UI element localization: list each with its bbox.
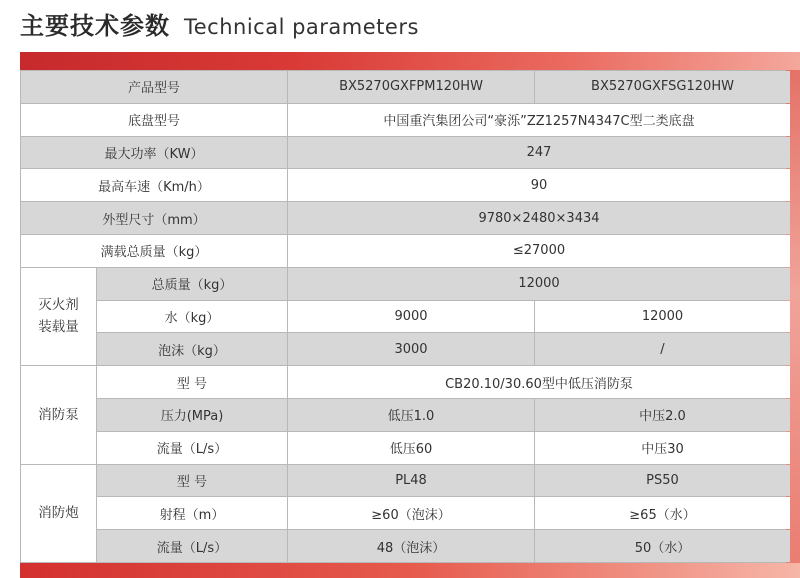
agent-water-value-2: 12000 (535, 301, 790, 333)
heading-english: Technical parameters (184, 15, 419, 39)
heading-chinese: 主要技术参数 (20, 12, 170, 40)
agent-total-value: 12000 (288, 268, 790, 300)
page-heading (20, 6, 419, 40)
power-value: 247 (288, 137, 790, 169)
agent-foam-value-1: 3000 (288, 333, 534, 365)
pump-type-label: 型 号 (97, 366, 287, 398)
cannon-type-value-2: PS50 (535, 465, 790, 497)
pump-pressure-value-1: 低压1.0 (288, 399, 534, 431)
pump-flow-label: 流量（L/s） (97, 432, 287, 464)
cannon-group-label: 消防炮 (21, 465, 96, 562)
size-label: 外型尺寸（mm） (21, 202, 287, 234)
cannon-type-label: 型 号 (97, 465, 287, 497)
bottom-red-band (20, 563, 800, 578)
mass-value: ≤27000 (288, 235, 790, 267)
chassis-value: 中国重汽集团公司“豪泺”ZZ1257N4347C型二类底盘 (288, 104, 790, 136)
agent-total-label: 总质量（kg） (97, 268, 287, 300)
pump-flow-value-1: 低压60 (288, 432, 534, 464)
pump-pressure-value-2: 中压2.0 (535, 399, 790, 431)
parameters-table (20, 70, 786, 563)
size-value: 9780×2480×3434 (288, 202, 790, 234)
model-value-2: BX5270GXFSG120HW (535, 71, 790, 103)
agent-water-value-1: 9000 (288, 301, 534, 333)
chassis-label: 底盘型号 (21, 104, 287, 136)
cannon-range-label: 射程（m） (97, 497, 287, 529)
pump-pressure-label: 压力(MPa) (97, 399, 287, 431)
agent-foam-label: 泡沫（kg） (97, 333, 287, 365)
agent-water-label: 水（kg） (97, 301, 287, 333)
cannon-range-value-1: ≥60（泡沫） (288, 497, 534, 529)
speed-label: 最高车速（Km/h） (21, 169, 287, 201)
cannon-flow-value-1: 48（泡沫） (288, 530, 534, 562)
mass-label: 满载总质量（kg） (21, 235, 287, 267)
model-label: 产品型号 (21, 71, 287, 103)
pump-flow-value-2: 中压30 (535, 432, 790, 464)
power-label: 最大功率（KW） (21, 137, 287, 169)
top-red-band (20, 52, 800, 70)
pump-group-label: 消防泵 (21, 366, 96, 463)
pump-type-value: CB20.10/30.60型中低压消防泵 (288, 366, 790, 398)
speed-value: 90 (288, 169, 790, 201)
model-value-1: BX5270GXFPM120HW (288, 71, 534, 103)
cannon-type-value-1: PL48 (288, 465, 534, 497)
cannon-flow-value-2: 50（水） (535, 530, 790, 562)
agent-foam-value-2: / (535, 333, 790, 365)
cannon-range-value-2: ≥65（水） (535, 497, 790, 529)
agent-group-label: 灭火剂 装载量 (21, 268, 96, 365)
cannon-flow-label: 流量（L/s） (97, 530, 287, 562)
